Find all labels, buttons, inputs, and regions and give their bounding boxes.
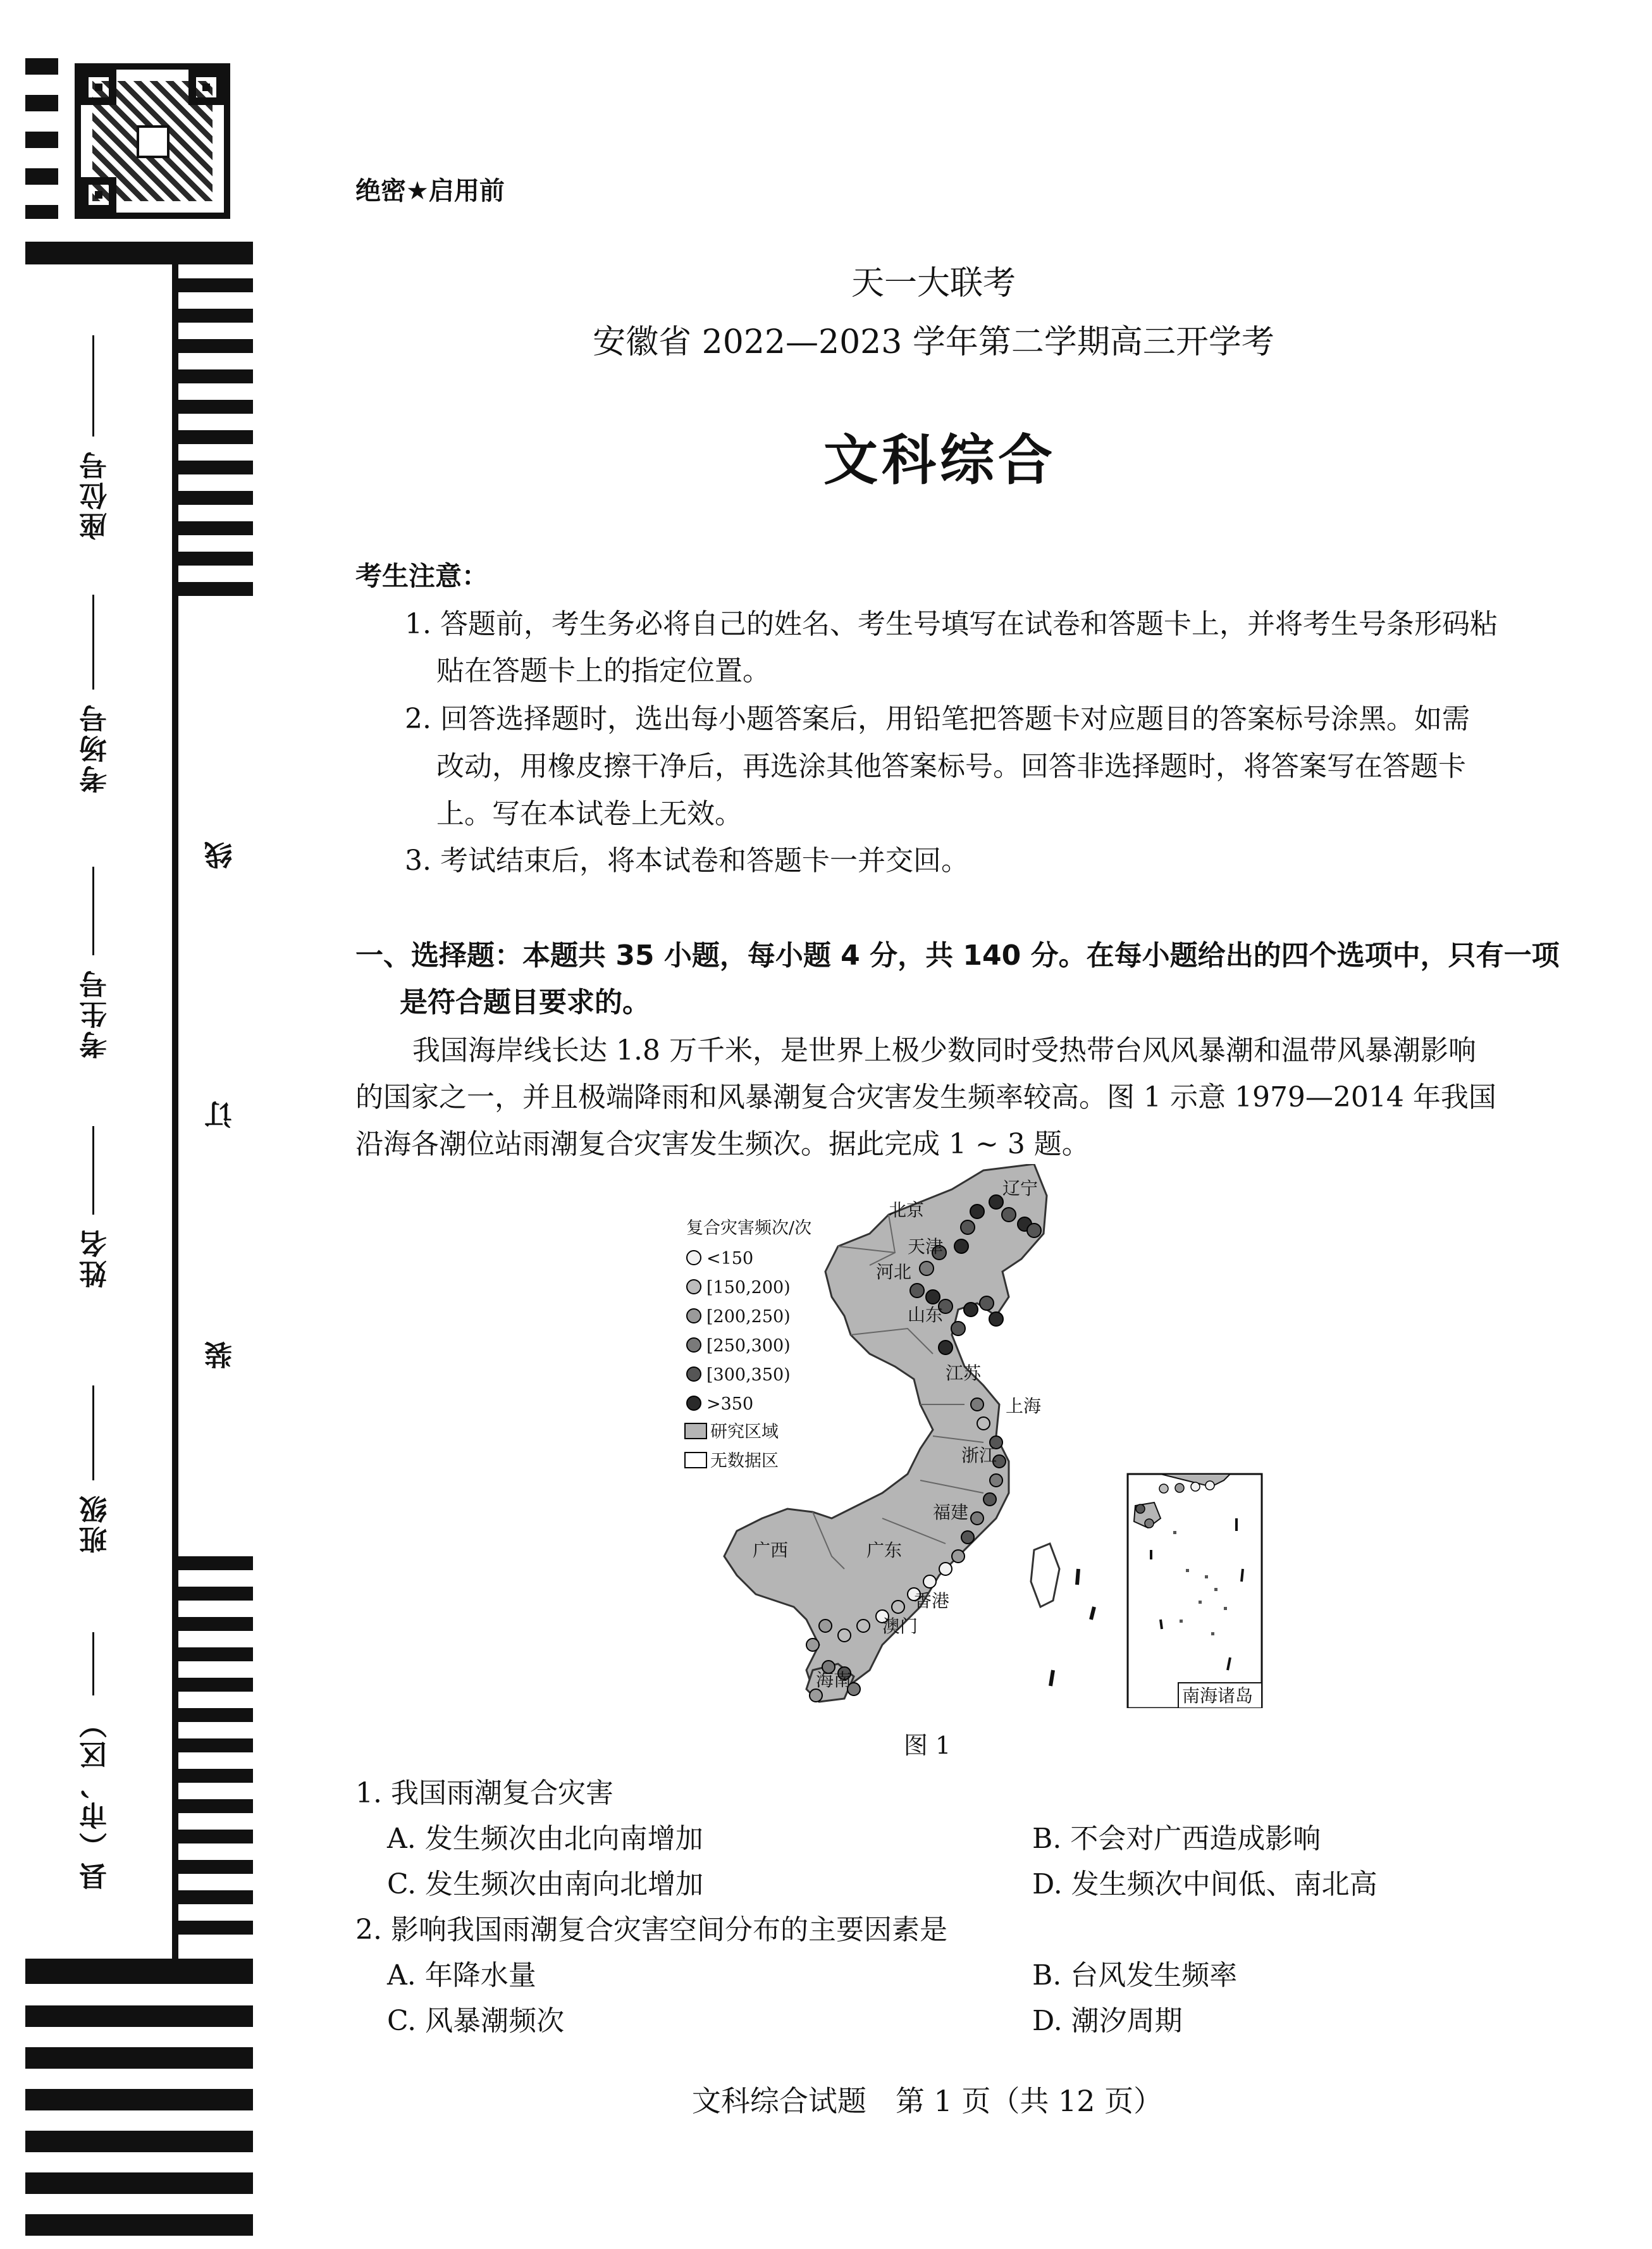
section-heading: 一、选择题：本题共 35 小题，每小题 4 分，共 140 分。在每小题给出的四个选项中，只有一项: [355, 939, 1560, 972]
notice-item-2-cont: 改动，用橡皮擦干净后，再选涂其他答案标号。回答非选择题时，将答案写在答题卡: [436, 750, 1466, 783]
legend-item-4: [250,300): [706, 1336, 791, 1356]
label-liaoning: 辽宁: [1002, 1178, 1039, 1199]
intro-line-1: 我国海岸线长达 1.8 万千米，是世界上极少数同时受热带台风风暴潮和温带风暴潮影响: [412, 1034, 1476, 1067]
candidate-number-label: 考生号: [80, 968, 112, 1059]
label-guangdong: 广东: [866, 1540, 903, 1561]
question-2-stem: 2. 影响我国雨潮复合灾害空间分布的主要因素是: [355, 1914, 947, 1946]
inset-label: 南海诸岛: [1182, 1685, 1254, 1706]
question-2-option-a[interactable]: A. 年降水量: [387, 1959, 536, 1992]
label-jiangsu: 江苏: [946, 1363, 982, 1384]
seat-number-label: 座位号: [80, 449, 112, 540]
label-beijing: 北京: [889, 1199, 925, 1220]
binding-mark: 装: [205, 1341, 237, 1369]
exam-room-field[interactable]: [76, 595, 114, 848]
notice-item-1: 1. 答题前，考生务必将自己的姓名、考生号填写在试卷和答题卡上，并将考生号条形码粘: [405, 608, 1498, 640]
legend-title: 复合灾害频次/次: [686, 1218, 812, 1238]
legend-no-data: 无数据区: [710, 1451, 779, 1471]
question-2-option-c[interactable]: C. 风暴潮频次: [387, 2005, 565, 2037]
coastal-hazard-map: [680, 1164, 1268, 1708]
subject-title: 文科综合: [823, 429, 1056, 492]
question-2-option-d[interactable]: D. 潮汐周期: [1032, 2005, 1183, 2037]
candidate-number-field[interactable]: [76, 867, 114, 1120]
cut-line-mark: 线: [205, 841, 237, 869]
legend-item-2: [150,200): [706, 1278, 791, 1298]
question-1-option-b[interactable]: B. 不会对广西造成影响: [1032, 1823, 1321, 1855]
label-shandong: 山东: [908, 1304, 944, 1325]
notice-item-1-cont: 贴在答题卡上的指定位置。: [436, 655, 770, 687]
qr-code: [75, 63, 230, 219]
label-guangxi: 广西: [753, 1540, 789, 1561]
label-macau: 澳门: [882, 1616, 918, 1637]
legend-item-5: [300,350): [706, 1365, 791, 1385]
county-field[interactable]: [76, 1632, 114, 1930]
label-shanghai: 上海: [1006, 1396, 1042, 1416]
intro-line-2: 的国家之一，并且极端降雨和风暴潮复合灾害发生频率较高。图 1 示意 1979—2014 年我国: [355, 1081, 1496, 1113]
question-1-stem: 1. 我国雨潮复合灾害: [355, 1777, 613, 1809]
notice-title: 考生注意：: [355, 561, 489, 592]
confidential-mark: 绝密★启用前: [355, 177, 505, 206]
class-field[interactable]: [76, 1385, 114, 1639]
legend-item-1: <150: [706, 1249, 754, 1268]
section-heading-cont: 是符合题目要求的。: [400, 986, 650, 1019]
exam-room-label: 考场号: [80, 702, 112, 793]
question-1-option-c[interactable]: C. 发生频次由南向北增加: [387, 1868, 704, 1900]
south-sea-inset: [1128, 1474, 1262, 1708]
name-label: 姓名: [80, 1227, 112, 1288]
intro-line-3: 沿海各潮位站雨潮复合灾害发生频次。据此完成 1 ~ 3 题。: [355, 1128, 1090, 1160]
figure-caption: 图 1: [903, 1732, 951, 1759]
label-tianjin: 天津: [908, 1236, 944, 1257]
question-2-option-b[interactable]: B. 台风发生频率: [1032, 1959, 1238, 1992]
class-label: 班级: [80, 1493, 112, 1554]
legend-item-6: >350: [706, 1394, 754, 1414]
legend-item-3: [200,250): [706, 1307, 791, 1327]
binding-line: [172, 259, 178, 1961]
exam-name: 安徽省 2022—2023 学年第二学期高三开学考: [593, 323, 1274, 361]
question-1-option-d[interactable]: D. 发生频次中间低、南北高: [1032, 1868, 1378, 1900]
legend-study-area: 研究区域: [710, 1422, 779, 1442]
label-hongkong: 香港: [914, 1590, 950, 1611]
notice-item-2: 2. 回答选择题时，选出每小题答案后，用铅笔把答题卡对应题目的答案标号涂黑。如需: [405, 703, 1470, 735]
county-label: 县（市、区）: [80, 1708, 112, 1890]
label-hainan: 海南: [816, 1670, 852, 1690]
staple-mark: 订: [205, 1101, 237, 1129]
map-legend: [685, 1218, 811, 1471]
notice-item-2-cont2: 上。写在本试卷上无效。: [436, 798, 743, 830]
question-1-option-a[interactable]: A. 发生频次由北向南增加: [387, 1823, 703, 1855]
notice-item-3: 3. 考试结束后，将本试卷和答题卡一并交回。: [405, 845, 969, 877]
label-zhejiang: 浙江: [961, 1445, 997, 1466]
name-field[interactable]: [76, 1126, 114, 1379]
label-fujian: 福建: [933, 1502, 969, 1523]
page-footer: 文科综合试题 第 1 页（共 12 页）: [691, 2084, 1163, 2118]
label-hebei: 河北: [876, 1261, 912, 1282]
exam-organizer: 天一大联考: [851, 264, 1016, 302]
